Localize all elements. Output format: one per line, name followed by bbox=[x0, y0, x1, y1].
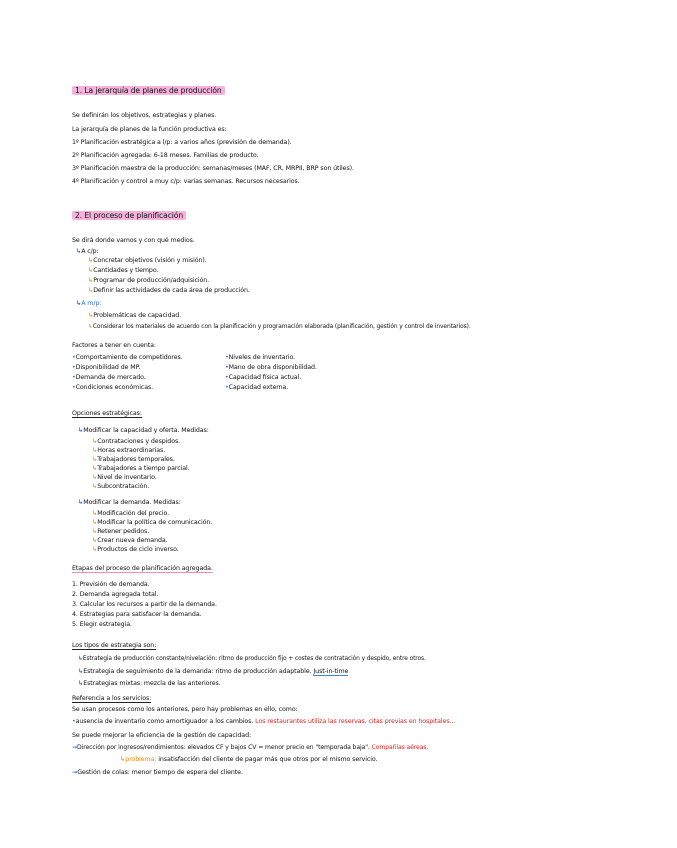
arrow-icon: ↳ bbox=[88, 287, 94, 294]
factor-item: •Capacidad física actual. bbox=[225, 374, 302, 381]
arrow-icon: ↳ bbox=[76, 248, 82, 255]
etapa-item: 2. Demanda agregada total. bbox=[72, 591, 159, 598]
ref-intro: Se usan procesos como los anteriores, pero hay problemas en ello, como: bbox=[72, 706, 298, 713]
factor-item: •Mano de obra disponibilidad. bbox=[225, 364, 317, 371]
opt2-item: ↳Retener pedidos. bbox=[92, 528, 150, 535]
mp-item: ↳Considerar los materiales de acuerdo con la planificación y programación elaborada (planificación, gestión y control de inventarios). bbox=[88, 324, 471, 330]
opt1-item: ↳Nivel de inventario. bbox=[92, 474, 157, 481]
cp-label: ↳A c/p: bbox=[76, 248, 99, 255]
s1-lead: La jerarquía de planes de la función productiva es: bbox=[72, 126, 227, 133]
factor-item: •Capacidad externa. bbox=[225, 384, 289, 391]
opciones-title: Opciones estratégicas: bbox=[72, 410, 142, 417]
section-2-title: 2. El proceso de planificación bbox=[72, 211, 186, 220]
arrow-icon: ↳ bbox=[120, 756, 126, 763]
etapas-title: Etapas del proceso de planificación agregada. bbox=[72, 565, 213, 572]
arrow-right-icon: → bbox=[72, 769, 78, 776]
s1-intro: Se definirán los objetivos, estrategias y planes. bbox=[72, 112, 217, 119]
arrow-right-icon: → bbox=[72, 744, 78, 751]
ref-bullet: •ausencia de inventario como amortiguador a los cambios. Los restaurantes utiliza las reservas, citas previas en hospitales... bbox=[72, 718, 456, 725]
arrow-icon: ↳ bbox=[92, 510, 98, 517]
cp-item: ↳Programar de producción/adquisición. bbox=[88, 277, 210, 284]
tipos-title: Los tipos de estrategia son: bbox=[72, 642, 157, 649]
factor-item: •Condiciones económicas. bbox=[72, 384, 154, 391]
arrow-icon: ↳ bbox=[92, 465, 98, 472]
arrow-icon: ↳ bbox=[88, 324, 93, 330]
factor-item: •Niveles de inventario. bbox=[225, 354, 296, 361]
arrow-icon: ↳ bbox=[78, 427, 84, 434]
opt1-item: ↳Trabajadores a tiempo parcial. bbox=[92, 465, 190, 472]
arrow-icon: ↳ bbox=[88, 267, 94, 274]
mejora-line: Se puede mejorar la eficiencia de la gestión de capacidad: bbox=[72, 732, 251, 739]
s1-item: 4º Planificación y control a muy c/p: varias semanas. Recursos necesarios. bbox=[72, 178, 300, 185]
opt2-item: ↳Modificación del precio. bbox=[92, 510, 170, 517]
opt1-item: ↳Trabajadores temporales. bbox=[92, 456, 175, 463]
etapa-item: 5. Elegir estrategia. bbox=[72, 621, 132, 628]
colas-line: →Gestión de colas: menor tiempo de espera del cliente. bbox=[72, 769, 243, 776]
cp-item: ↳Definir las actividades de cada área de producción. bbox=[88, 287, 250, 294]
opt2-item: ↳Modificar la política de comunicación. bbox=[92, 519, 213, 526]
mp-item: ↳Problemáticas de capacidad. bbox=[88, 312, 182, 319]
factores-title: Factores a tener en cuenta: bbox=[72, 342, 156, 349]
problema-line: ↳problema: insatisfacción del cliente de pagar más que otros por el mismo servicio. bbox=[120, 756, 378, 763]
section-1-title: 1. La jerarquía de planes de producción bbox=[72, 86, 225, 95]
arrow-icon: ↳ bbox=[88, 277, 94, 284]
tipo-item: ↳Estrategia de producción constante/nivelación: ritmo de producción fijo + costes de contratación y despido, entre otros. bbox=[78, 656, 426, 662]
arrow-icon: ↳ bbox=[92, 528, 98, 535]
arrow-icon: ↳ bbox=[76, 300, 82, 307]
opt1-label: ↳Modificar la capacidad y oferta. Medidas: bbox=[78, 427, 209, 434]
s1-item: 1º Planificación estratégica a l/p: a varios años (previsión de demanda). bbox=[72, 139, 292, 146]
arrow-icon: ↳ bbox=[88, 312, 94, 319]
cp-item: ↳Concretar objetivos (visión y misión). bbox=[88, 257, 207, 264]
s2-intro: Se dirá donde vamos y con qué medios. bbox=[72, 237, 195, 244]
factor-item: •Comportamiento de competidores. bbox=[72, 354, 183, 361]
arrow-icon: ↳ bbox=[88, 257, 94, 264]
s1-item: 3º Planificación maestra de la producción: semanas/meses (MAF, CR, MRPII, BRP son útiles). bbox=[72, 165, 354, 172]
factor-item: •Disponibilidad de MP. bbox=[72, 364, 141, 371]
arrow-icon: ↳ bbox=[92, 474, 98, 481]
etapa-item: 4. Estrategias para satisfacer la demanda. bbox=[72, 611, 202, 618]
opt2-item: ↳Productos de ciclo inverso. bbox=[92, 546, 179, 553]
arrow-icon: ↳ bbox=[92, 447, 98, 454]
tipo-item: ↳Estrategia de seguimiento de la demanda: ritmo de producción adaptable. Just-in-time bbox=[78, 668, 349, 675]
arrow-icon: ↳ bbox=[92, 456, 98, 463]
arrow-icon: ↳ bbox=[92, 546, 98, 553]
arrow-icon: ↳ bbox=[78, 499, 84, 506]
arrow-icon: ↳ bbox=[78, 680, 84, 687]
opt1-item: ↳Subcontratación. bbox=[92, 483, 150, 490]
arrow-icon: ↳ bbox=[92, 519, 98, 526]
jit-link: Just-in-time bbox=[313, 668, 349, 675]
arrow-icon: ↳ bbox=[92, 438, 98, 445]
opt2-item: ↳Crear nueva demanda. bbox=[92, 537, 168, 544]
cp-item: ↳Cantidades y tiempo. bbox=[88, 267, 159, 274]
etapa-item: 1. Previsión de demanda. bbox=[72, 581, 150, 588]
opt1-item: ↳Horas extraordinarias. bbox=[92, 447, 166, 454]
arrow-icon: ↳ bbox=[92, 483, 98, 490]
arrow-icon: ↳ bbox=[92, 537, 98, 544]
arrow-icon: ↳ bbox=[78, 656, 83, 662]
ref-title: Referencia a los servicios: bbox=[72, 695, 152, 702]
opt2-label: ↳Modificar la demanda. Medidas: bbox=[78, 499, 181, 506]
arrow-icon: ↳ bbox=[78, 668, 84, 675]
factor-item: •Demanda de mercado. bbox=[72, 374, 146, 381]
tipo-item: ↳Estrategias mixtas: mezcla de las anteriores. bbox=[78, 680, 221, 687]
etapa-item: 3. Calcular los recursos a partir de la demanda. bbox=[72, 601, 217, 608]
mp-label: ↳A m/p: bbox=[76, 300, 102, 307]
s1-item: 2º Planificación agregada: 6-18 meses. Familias de producto. bbox=[72, 152, 259, 159]
direccion-line: →Dirección por ingresos/rendimientos: elevados CF y bajos CV = menor precio en "temporada baja". Compañías aéreas. bbox=[72, 744, 429, 751]
opt1-item: ↳Contrataciones y despidos. bbox=[92, 438, 181, 445]
